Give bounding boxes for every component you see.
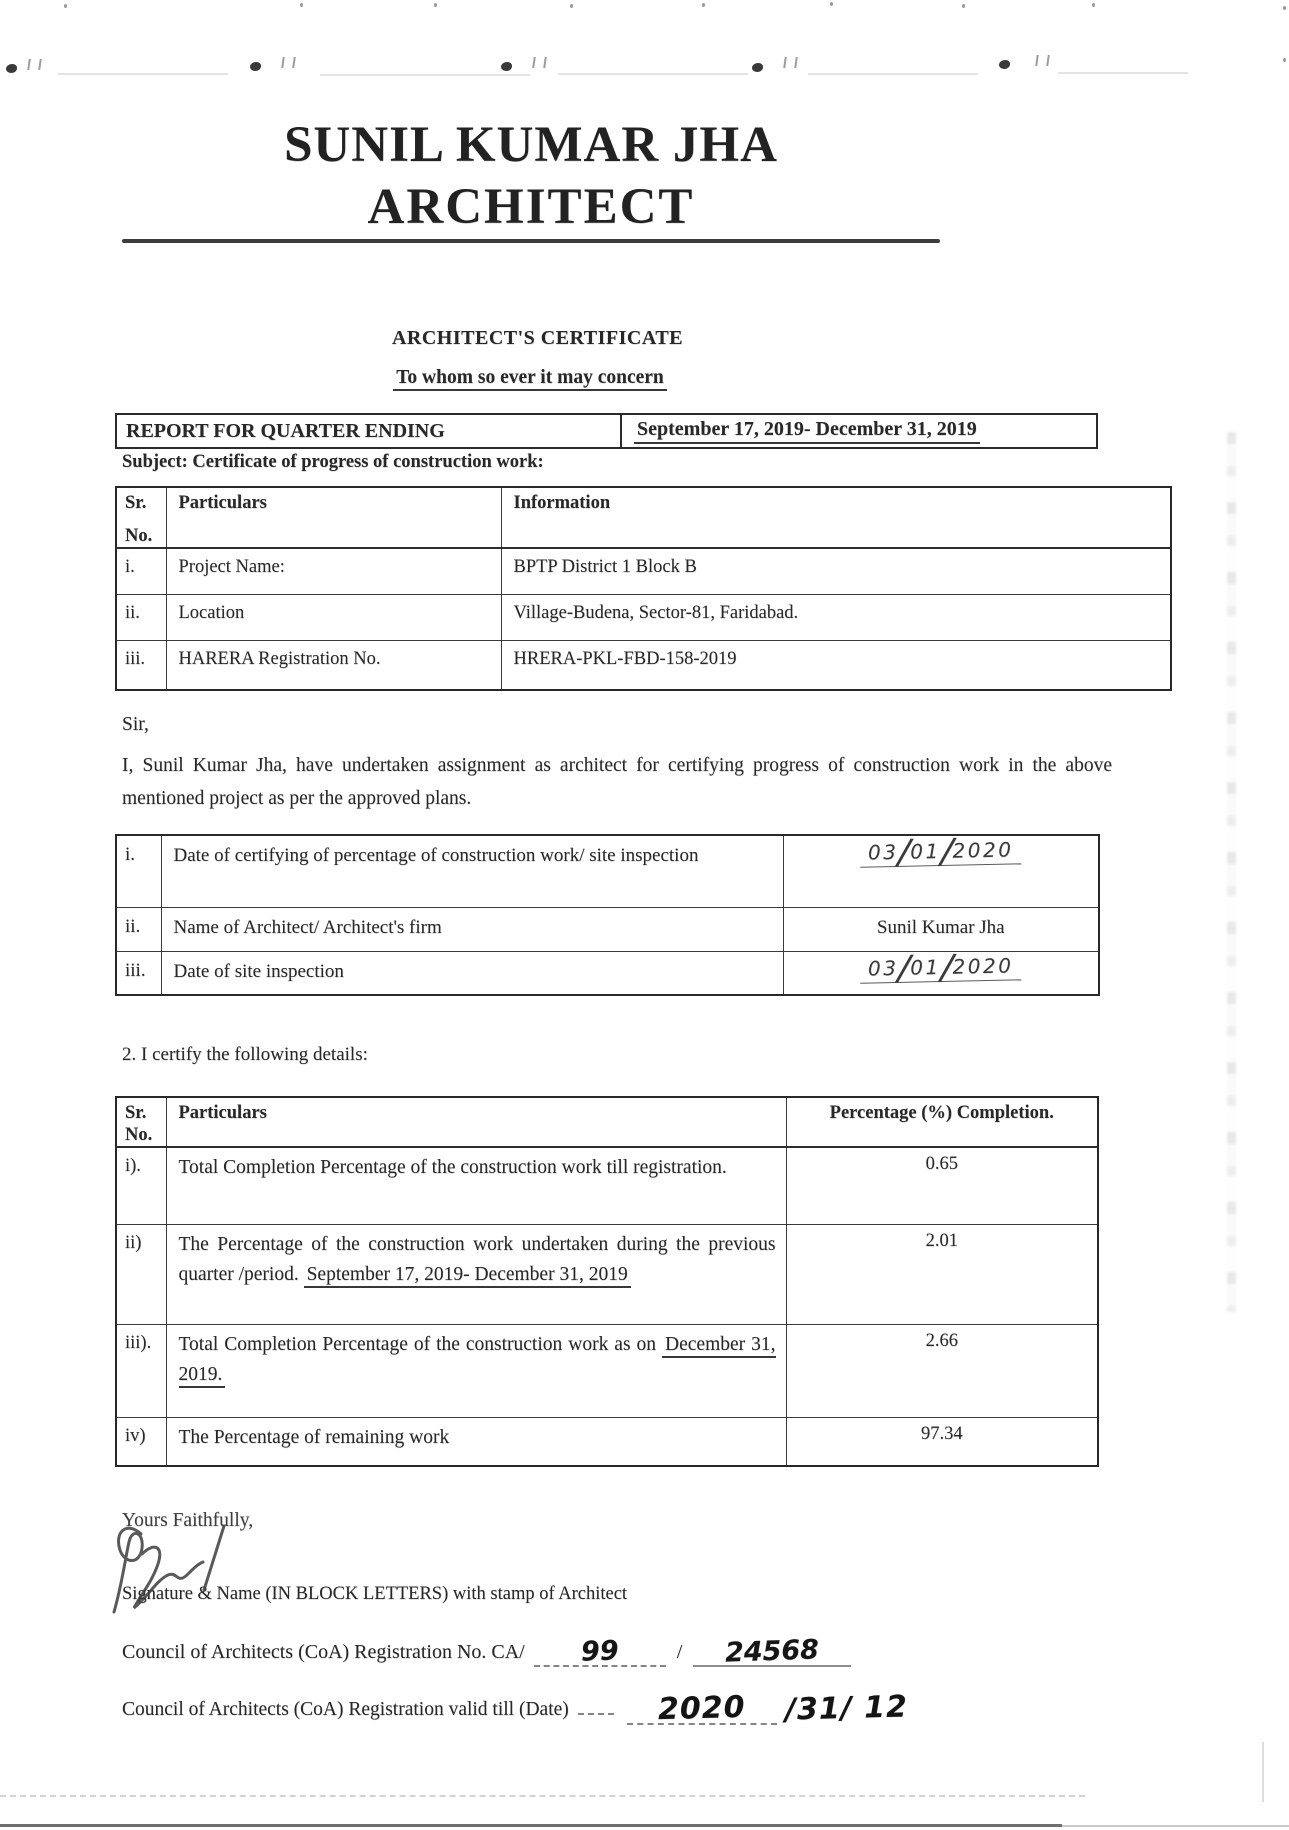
architect-name: Sunil Kumar Jha bbox=[876, 916, 1005, 938]
completion-details-table bbox=[115, 1096, 1099, 1467]
cell-sr: iii. bbox=[116, 951, 161, 995]
cell-particulars: Project Name: bbox=[166, 548, 501, 594]
cell-sr: i. bbox=[116, 548, 166, 594]
table-row bbox=[116, 907, 1099, 951]
salutation-text: To whom so ever it may concern bbox=[393, 367, 667, 391]
table-row bbox=[116, 1147, 1098, 1224]
scan-artifact bbox=[532, 57, 547, 68]
slash-stroke: / bbox=[897, 947, 912, 989]
coa-number-first: 99 bbox=[580, 1635, 620, 1668]
cell-particulars: Location bbox=[166, 594, 501, 640]
scan-artifact bbox=[558, 73, 748, 75]
cell-sr: i. bbox=[116, 835, 161, 907]
certify-heading: 2. I certify the following details: bbox=[122, 1044, 368, 1065]
subject-line: Subject: Certificate of progress of construction work: bbox=[122, 452, 544, 472]
coa-registration-line bbox=[122, 1634, 855, 1667]
table-row bbox=[116, 835, 1099, 907]
scan-artifact bbox=[1283, 6, 1286, 10]
header-sr bbox=[116, 487, 166, 548]
closing-line: Yours Faithfully, bbox=[122, 1510, 254, 1531]
scan-artifact bbox=[1035, 55, 1050, 66]
blank-line bbox=[578, 1713, 614, 1715]
scan-artifact bbox=[434, 3, 437, 7]
cell-sr: iv) bbox=[116, 1417, 166, 1466]
scan-artifact bbox=[501, 62, 512, 71]
slash-stroke: / bbox=[939, 831, 954, 873]
header-sr bbox=[116, 1097, 166, 1147]
scan-artifact bbox=[1283, 58, 1286, 62]
slash-stroke: / bbox=[897, 832, 912, 874]
cell-percentage: 0.65 bbox=[786, 1147, 1098, 1224]
intro-paragraph: I, Sunil Kumar Jha, have undertaken assignment as architect for certifying progress of construction work in the above mentioned project as per the approved plans. bbox=[122, 755, 1112, 809]
header-particulars: Particulars bbox=[166, 487, 501, 548]
scan-artifact bbox=[962, 4, 965, 8]
cell-sr: ii) bbox=[116, 1224, 166, 1324]
table-row bbox=[116, 548, 1171, 594]
letterhead bbox=[0, 116, 1062, 236]
scan-artifact bbox=[752, 63, 763, 72]
coa-valid-line bbox=[122, 1688, 909, 1728]
project-info-table bbox=[115, 486, 1172, 691]
cell-value bbox=[783, 831, 1099, 907]
report-quarter-box bbox=[115, 413, 1098, 449]
scan-artifact bbox=[1227, 432, 1236, 1312]
coa-valid-label: Council of Architects (CoA) Registration valid till (Date) bbox=[122, 1699, 569, 1720]
table-row bbox=[116, 1417, 1098, 1466]
blank-line bbox=[534, 1634, 666, 1667]
letterhead-title: ARCHITECT bbox=[367, 179, 695, 235]
cell-value bbox=[783, 947, 1099, 995]
scan-artifact bbox=[0, 1795, 1085, 1797]
cell-sr: i). bbox=[116, 1147, 166, 1224]
cell-percentage: 2.66 bbox=[786, 1324, 1098, 1417]
cell-information: HRERA-PKL-FBD-158-2019 bbox=[501, 640, 1171, 690]
scan-artifact bbox=[300, 3, 303, 7]
scan-artifact bbox=[250, 62, 261, 71]
cell-percentage: 97.34 bbox=[786, 1417, 1098, 1466]
valid-date-year: 2020 bbox=[657, 1689, 746, 1728]
cell-sr: iii. bbox=[116, 640, 166, 690]
blank-line bbox=[693, 1634, 851, 1667]
salutation-line bbox=[0, 367, 1060, 389]
scan-artifact bbox=[808, 73, 978, 75]
cell-sr: ii. bbox=[116, 594, 166, 640]
table-row bbox=[116, 594, 1171, 640]
letterhead-divider bbox=[122, 239, 940, 243]
underlined-date: September 17, 2019- December 31, 2019 bbox=[304, 1264, 631, 1288]
scan-artifact bbox=[702, 3, 705, 7]
header-sr-line1: Sr. bbox=[125, 1103, 147, 1123]
cell-value bbox=[783, 907, 1099, 951]
cell-particulars: Total Completion Percentage of the construction work till registration. bbox=[166, 1147, 786, 1224]
cell-particulars: HARERA Registration No. bbox=[166, 640, 501, 690]
cell-information: Village-Budena, Sector-81, Faridabad. bbox=[501, 594, 1171, 640]
report-quarter-period: September 17, 2019- December 31, 2019 bbox=[634, 418, 980, 444]
cell-particulars: Total Completion Percentage of the construction work as on December 31, 2019. bbox=[166, 1324, 786, 1417]
slash-separator: / bbox=[676, 1641, 683, 1663]
signature bbox=[104, 1520, 274, 1625]
scan-artifact bbox=[6, 64, 17, 73]
header-sr-line1: Sr. bbox=[125, 493, 147, 513]
header-particulars: Particulars bbox=[166, 1097, 786, 1147]
scan-artifact bbox=[999, 60, 1010, 69]
header-percentage: Percentage (%) Completion. bbox=[786, 1097, 1098, 1147]
cell-particulars: The Percentage of remaining work bbox=[166, 1417, 786, 1466]
header-information: Information bbox=[501, 487, 1171, 548]
cell-percentage: 2.01 bbox=[786, 1224, 1098, 1324]
table-row bbox=[116, 1224, 1098, 1324]
letterhead-name: SUNIL KUMAR JHA bbox=[284, 117, 778, 173]
cell-particulars: Name of Architect/ Architect's firm bbox=[161, 907, 783, 951]
report-quarter-label: REPORT FOR QUARTER ENDING bbox=[117, 415, 622, 447]
signature-caption: Signature & Name (IN BLOCK LETTERS) with stamp of Architect bbox=[122, 1584, 628, 1604]
inspection-details-table bbox=[115, 831, 1100, 996]
sir-line: Sir, bbox=[122, 714, 149, 735]
scan-artifact bbox=[1058, 72, 1188, 74]
certificate-title: ARCHITECT'S CERTIFICATE bbox=[391, 327, 684, 349]
cell-particulars: Date of site inspection bbox=[161, 951, 783, 995]
scan-artifact bbox=[320, 74, 530, 76]
cell-sr: ii. bbox=[116, 907, 161, 951]
scan-artifact bbox=[27, 59, 42, 70]
table-row bbox=[116, 951, 1099, 995]
header-sr-line2: No. bbox=[125, 1125, 153, 1145]
valid-date-day-month: /31/ 12 bbox=[784, 1689, 909, 1728]
blank-line bbox=[627, 1688, 777, 1728]
table-row bbox=[116, 1324, 1098, 1417]
cell-particulars: Date of certifying of percentage of construction work/ site inspection bbox=[161, 835, 783, 907]
report-quarter-value bbox=[622, 415, 1096, 447]
scan-artifact bbox=[0, 1824, 1062, 1827]
table-header-row bbox=[116, 1097, 1098, 1147]
scan-artifact bbox=[1092, 3, 1095, 7]
header-sr-line2: No. bbox=[125, 526, 153, 546]
scan-artifact bbox=[830, 2, 833, 6]
table-header-row bbox=[116, 487, 1171, 548]
scan-artifact bbox=[281, 57, 296, 68]
scan-artifact bbox=[783, 57, 798, 68]
scan-artifact bbox=[1262, 1742, 1264, 1802]
handwritten-date: 03/01/2020 bbox=[860, 953, 1022, 983]
cell-sr: iii). bbox=[116, 1324, 166, 1417]
scan-artifact bbox=[64, 4, 67, 8]
cell-particulars: The Percentage of the construction work undertaken during the previous quarter /period. September 17, 2019- December 31, 2019 bbox=[166, 1224, 786, 1324]
slash-stroke: / bbox=[939, 947, 954, 988]
scan-artifact bbox=[1062, 1825, 1289, 1827]
table-row bbox=[116, 640, 1171, 690]
handwritten-date: 03/01/2020 bbox=[860, 837, 1022, 867]
scan-artifact bbox=[570, 4, 573, 8]
coa-registration-label: Council of Architects (CoA) Registration No. CA/ bbox=[122, 1641, 525, 1663]
scan-artifact bbox=[58, 73, 228, 75]
coa-number-second: 24568 bbox=[724, 1634, 820, 1669]
underlined-date: December 31, 2019. bbox=[179, 1334, 776, 1388]
cell-information: BPTP District 1 Block B bbox=[501, 548, 1171, 594]
